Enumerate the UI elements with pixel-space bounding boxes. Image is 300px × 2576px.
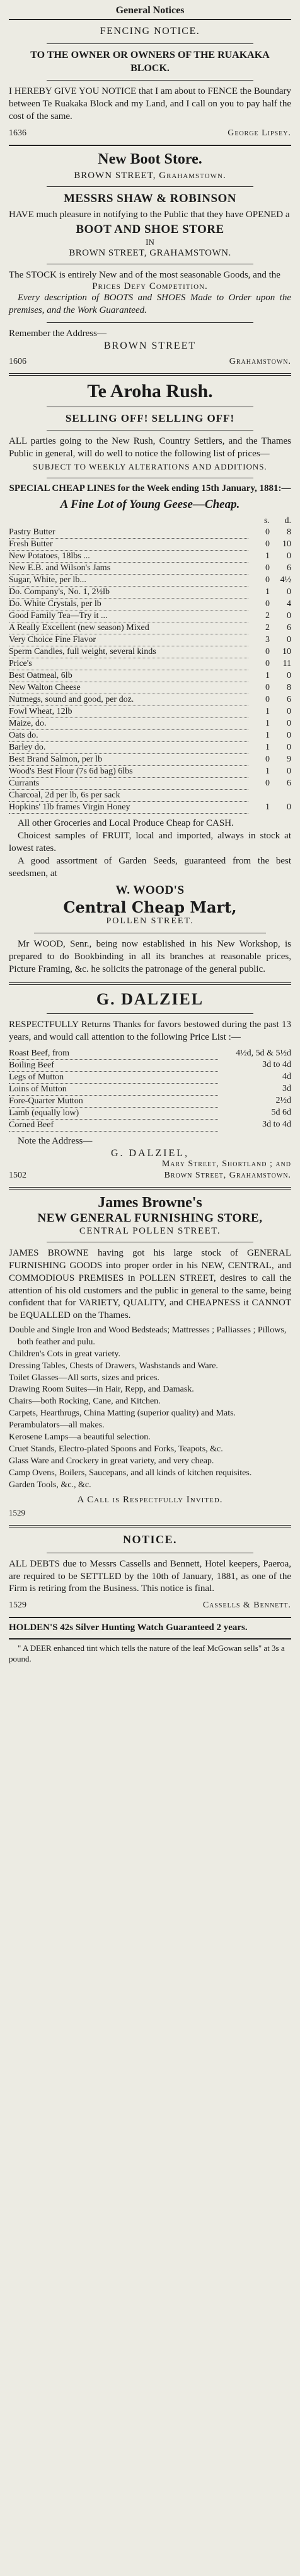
item-shillings: 1	[265, 742, 270, 752]
shillings-column-header: s.	[264, 516, 270, 526]
item-name: Fowl Wheat, 12lb	[9, 706, 248, 718]
item-pence: 6	[287, 778, 291, 788]
item-pence	[270, 790, 291, 802]
item-pence: 10	[282, 646, 291, 656]
boot-store-prices: Prices Defy Competition.	[92, 281, 208, 292]
item-name: New E.B. and Wilson's Jams	[9, 563, 248, 575]
price-row	[9, 634, 291, 646]
divider	[47, 1013, 253, 1014]
notice-signature	[9, 1600, 291, 1611]
item-shillings: 0	[265, 694, 270, 704]
list-item: Dressing Tables, Chests of Drawers, Washstands and Ware.	[9, 1361, 218, 1371]
list-item: Chairs—both Rocking, Cane, and Kitchen.	[9, 1397, 161, 1407]
item-shillings: 3	[265, 634, 270, 644]
tea-body: " A DEER enhanced tint which tells the nature of the leaf McGowan sells" at 3s a pound.	[9, 1643, 285, 1663]
item-pence: 0	[287, 610, 291, 621]
boot-store-firm: MESSRS SHAW & ROBINSON	[63, 192, 237, 206]
boot-store-signature	[9, 357, 291, 367]
item-pence: 6	[287, 563, 291, 573]
price-row	[9, 599, 291, 610]
price-row	[9, 575, 291, 587]
signer-name: Cassells & Bennett.	[202, 1600, 291, 1611]
item-name: Do. White Crystals, per lb	[9, 599, 248, 610]
boot-store-stock: The STOCK is entirely New and of the most seasonable Goods, and the	[9, 269, 280, 280]
boot-store-made: Every description of BOOTS and SHOES Made to Order upon the premises, and the Work Guaranteed.	[9, 293, 291, 316]
debts-notice-ad	[9, 1527, 291, 1617]
price-row	[9, 766, 291, 778]
item-pence: 8	[287, 682, 291, 692]
item-shillings: 1	[265, 670, 270, 680]
dalziel-note: Note the Address—	[18, 1135, 93, 1146]
item-price: 4½d, 5d & 5½d	[236, 1048, 291, 1058]
item-name: Wood's Best Flour (7s 6d bag) 6lbs	[9, 766, 248, 778]
item-shillings: 1	[265, 587, 270, 597]
item-name: Hopkins' 1lb frames Virgin Honey	[9, 802, 248, 814]
boot-store-intro: HAVE much pleasure in notifying to the Public that they have OPENED a	[9, 210, 290, 220]
te-aroha-subject: SUBJECT TO WEEKLY ALTERATIONS AND ADDITIONS.	[33, 462, 267, 472]
browne-invite: A Call is Respectfully Invited.	[77, 1495, 223, 1505]
item-pence: 0	[287, 730, 291, 740]
item-shillings: 0	[265, 527, 270, 537]
divider	[47, 80, 253, 81]
item-shillings: 1	[265, 706, 270, 716]
item-name: Boiling Beef	[9, 1059, 218, 1071]
item-shillings: 1	[265, 718, 270, 728]
te-aroha-intro: ALL parties going to the New Rush, Country Settlers, and the Thames Public in general, will do well to notice the following list of prices—	[9, 436, 291, 459]
item-pence: 10	[282, 539, 291, 549]
price-row	[9, 658, 291, 670]
list-item: Garden Tools, &c., &c.	[9, 1480, 91, 1490]
item-pence: 9	[287, 754, 291, 764]
item-name: Barley do.	[9, 742, 248, 754]
item-name: Very Choice Fine Flavor	[9, 634, 248, 646]
item-price: 4d	[282, 1072, 291, 1082]
item-pence: 0	[287, 766, 291, 776]
dalziel-title: G. DALZIEL	[96, 989, 204, 1008]
browne-intro: JAMES BROWNE having got his large stock of GENERAL FURNISHING GOODS into proper order in his NEW, CENTRAL, and COMMODIOUS PREMISES in POLLEN STREET, desires to call the attention of his old customers and the public in general to the same, being confident that for VARIETY, QUALITY, and CHEAPNESS it CANNOT be EQUALLED on the Thames.	[9, 1248, 291, 1321]
item-pence: 0	[287, 742, 291, 752]
price-row	[9, 622, 291, 634]
price-row	[9, 610, 291, 622]
price-row	[9, 1059, 291, 1071]
price-table-header	[9, 515, 291, 527]
bookbinding-body: Mr WOOD, Senr., being now established in his New Workshop, is prepared to do Bookbinding in all its branches at reasonable prices, Picture Framing, &c. he solicits the patronage of the general public.	[9, 939, 291, 974]
fencing-body: I HEREBY GIVE YOU NOTICE that I am about to FENCE the Boundary between Te Ruakaka Block and my Land, and I call on you to pay half the cost of the same.	[9, 86, 291, 121]
boot-store-address: BROWN STREET	[103, 340, 197, 351]
divider	[47, 43, 253, 44]
watch-body: HOLDEN'S 42s Silver Hunting Watch Guaranteed 2 years.	[9, 1623, 248, 1633]
item-shillings: 1	[265, 802, 270, 812]
price-row	[9, 539, 291, 551]
list-item: Kerosene Lamps—a beautiful selection.	[9, 1432, 151, 1442]
item-name: Price's	[9, 658, 248, 670]
item-shillings: 0	[265, 682, 270, 692]
bookbinding-ad	[9, 933, 291, 982]
item-pence: 4	[287, 599, 291, 609]
tea-ad	[9, 1640, 291, 1668]
notice-body: ALL DEBTS due to Messrs Cassells and Bennett, Hotel keepers, Paeroa, are required to be SETTLED by the 10th of January, 1881, as one of the Firm is retiring from the Business. This notice is final.	[9, 1558, 291, 1594]
item-name: Sperm Candles, full weight, several kinds	[9, 646, 248, 658]
item-pence: 0	[287, 718, 291, 728]
item-pence: 11	[282, 658, 291, 668]
item-shillings: 2	[265, 622, 270, 633]
price-row	[9, 551, 291, 563]
proprietor-name: W. WOOD'S	[115, 884, 185, 897]
te-aroha-groceries: All other Groceries and Local Produce Cheap for CASH.	[18, 818, 234, 829]
section-title: General Notices	[115, 5, 185, 16]
price-row	[9, 1048, 291, 1060]
price-row	[9, 1119, 291, 1131]
list-item: Camp Ovens, Boilers, Saucepans, and all kinds of kitchen requisites.	[9, 1468, 252, 1478]
central-cheap-mart: Central Cheap Mart,	[63, 898, 237, 917]
pence-column-header: d.	[284, 516, 291, 526]
item-name: Legs of Mutton	[9, 1071, 218, 1083]
list-item: Drawing Room Suites—in Hair, Repp, and Damask.	[9, 1385, 194, 1395]
te-aroha-seeds: A good assortment of Garden Seeds, guaranteed from the best seedsmen, at	[9, 855, 291, 879]
price-row	[9, 1083, 291, 1095]
item-pence: 0	[287, 634, 291, 644]
divider	[47, 322, 253, 323]
item-price: 3d to 4d	[262, 1060, 291, 1070]
item-pence: 0	[287, 706, 291, 716]
item-name: Do. Company's, No. 1, 2½lb	[9, 587, 248, 599]
price-row	[9, 527, 291, 539]
item-name: Best Oatmeal, 6lb	[9, 670, 248, 682]
item-name: Maize, do.	[9, 718, 248, 730]
item-pence: 6	[287, 622, 291, 633]
fencing-notice-ad	[9, 20, 291, 145]
ad-reference-number: 1529	[9, 1600, 26, 1611]
list-item: Double and Single Iron and Wood Bedsteads; Mattresses ; Palliasses ; Pillows, both feather and pulu.	[9, 1325, 287, 1347]
item-shillings: 0	[265, 539, 270, 549]
item-name: Roast Beef, from	[9, 1048, 218, 1060]
grocery-rows	[9, 527, 291, 814]
item-price: 5d 6d	[271, 1108, 291, 1118]
list-item: Toilet Glasses—All sorts, sizes and prices.	[9, 1373, 159, 1383]
ad-reference-number: 1636	[9, 128, 26, 138]
item-pence: 0	[287, 551, 291, 561]
price-row	[9, 742, 291, 754]
item-pence: 6	[287, 694, 291, 704]
item-name: New Potatoes, 18lbs ...	[9, 551, 248, 563]
grocery-price-table	[9, 515, 291, 814]
item-shillings: 1	[265, 766, 270, 776]
item-shillings: 0	[265, 658, 270, 668]
price-row	[9, 730, 291, 742]
item-name: Pastry Butter	[9, 527, 248, 539]
browne-subtitle: NEW GENERAL FURNISHING STORE,	[37, 1212, 263, 1225]
price-row	[9, 1095, 291, 1107]
price-row	[9, 1107, 291, 1119]
list-item: Perambulators—all makes.	[9, 1420, 105, 1431]
meat-rows	[9, 1048, 291, 1132]
item-name: Good Family Tea—Try it ...	[9, 610, 248, 622]
item-shillings	[248, 790, 270, 802]
fencing-addressee: TO THE OWNER OR OWNERS OF THE RUAKAKA BLOCK.	[30, 49, 270, 74]
te-aroha-fruit: Choicest samples of FRUIT, local and imported, always in stock at lowest rates.	[9, 831, 291, 853]
item-shillings: 0	[265, 646, 270, 656]
item-shillings: 1	[265, 730, 270, 740]
dalziel-address-2: Brown Street, Grahamstown.	[164, 1170, 291, 1180]
item-name: Best Brand Salmon, per lb	[9, 754, 248, 766]
item-shillings: 0	[265, 575, 270, 585]
boot-store-in: IN	[146, 237, 154, 247]
item-price: 3d to 4d	[262, 1120, 291, 1130]
furnishing-list	[9, 1325, 291, 1491]
dalziel-address-1: Mary Street, Shortland ; and	[161, 1159, 291, 1169]
item-shillings: 0	[265, 778, 270, 788]
item-pence: 0	[287, 802, 291, 812]
list-item: Cruet Stands, Electro-plated Spoons and Forks, Teapots, &c.	[9, 1444, 223, 1454]
item-name: Charcoal, 2d per lb, 6s per sack	[9, 790, 248, 802]
browne-title: James Browne's	[98, 1194, 202, 1211]
ad-reference-number: 1502	[9, 1170, 26, 1180]
browne-street: CENTRAL POLLEN STREET.	[79, 1226, 221, 1237]
pollen-street: POLLEN STREET.	[106, 916, 194, 926]
price-row	[9, 682, 291, 694]
item-name: Nutmegs, sound and good, per doz.	[9, 694, 248, 706]
signer-name: George Lipsey.	[228, 128, 291, 138]
te-aroha-title: Te Aroha Rush.	[87, 380, 213, 402]
fencing-title: FENCING NOTICE.	[100, 26, 200, 37]
te-aroha-fine-lot: A Fine Lot of Young Geese—Cheap.	[60, 498, 240, 512]
item-name: Lamb (equally low)	[9, 1107, 218, 1119]
item-shillings: 0	[265, 599, 270, 609]
price-row	[9, 754, 291, 766]
item-name: A Really Excellent (new season) Mixed	[9, 622, 248, 634]
price-row	[9, 587, 291, 599]
item-shillings: 0	[265, 754, 270, 764]
item-shillings: 0	[265, 563, 270, 573]
price-row	[9, 1071, 291, 1083]
item-pence: 0	[287, 587, 291, 597]
item-pence: 0	[287, 670, 291, 680]
boot-store-location: BROWN STREET, GRAHAMSTOWN.	[69, 247, 231, 258]
ad-reference-number: 1529	[9, 1508, 25, 1518]
price-row	[9, 718, 291, 730]
price-row	[9, 694, 291, 706]
price-row	[9, 790, 291, 802]
item-shillings: 1	[265, 551, 270, 561]
item-name: Sugar, White, per lb...	[9, 575, 248, 587]
meat-price-table	[9, 1048, 291, 1132]
te-aroha-special: SPECIAL CHEAP LINES for the Week ending 15th January, 1881:—	[9, 483, 291, 494]
boot-store-title: New Boot Store.	[98, 150, 202, 167]
dalziel-intro: RESPECTFULLY Returns Thanks for favors bestowed during the past 13 years, and would call attention to the following Price List :—	[9, 1020, 291, 1043]
item-name: Fresh Butter	[9, 539, 248, 551]
dalziel-signature	[9, 1171, 291, 1181]
boot-store-street: BROWN STREET, Grahamstown.	[74, 171, 226, 181]
dalziel-name: G. DALZIEL,	[110, 1147, 190, 1159]
selling-off: SELLING OFF! SELLING OFF!	[65, 412, 235, 424]
item-shillings: 2	[265, 610, 270, 621]
price-row	[9, 802, 291, 814]
item-price: 3d	[282, 1084, 291, 1094]
item-price: 2½d	[275, 1096, 291, 1106]
price-row	[9, 706, 291, 718]
boot-store-shop: BOOT AND SHOE STORE	[76, 222, 224, 236]
notice-title: NOTICE.	[122, 1533, 177, 1546]
item-name: Oats do.	[9, 730, 248, 742]
divider	[47, 186, 253, 187]
fencing-signature	[9, 128, 291, 138]
item-name: New Walton Cheese	[9, 682, 248, 694]
boot-store-ad	[9, 146, 291, 373]
item-pence: 8	[287, 527, 291, 537]
price-row	[9, 646, 291, 658]
te-aroha-ad	[9, 376, 291, 933]
boot-store-town: Grahamstown.	[229, 356, 291, 366]
list-item: Children's Cots in great variety.	[9, 1349, 120, 1359]
price-row	[9, 563, 291, 575]
browne-ad	[9, 1190, 291, 1526]
item-name: Currants	[9, 778, 248, 790]
dalziel-ad	[9, 985, 291, 1187]
list-item: Glass Ware and Crockery in great variety, and very cheap.	[9, 1456, 214, 1466]
list-item: Carpets, Hearthrugs, China Matting (superior quality) and Mats.	[9, 1409, 236, 1419]
boot-store-remember: Remember the Address—	[9, 329, 107, 339]
price-row	[9, 670, 291, 682]
item-name: Corned Beef	[9, 1119, 218, 1131]
price-row	[9, 778, 291, 790]
item-pence: 4½	[280, 575, 291, 585]
item-name: Fore-Quarter Mutton	[9, 1095, 218, 1107]
ad-reference-number: 1606	[9, 356, 26, 366]
item-name: Loins of Mutton	[9, 1083, 218, 1095]
watch-ad	[9, 1618, 291, 1638]
